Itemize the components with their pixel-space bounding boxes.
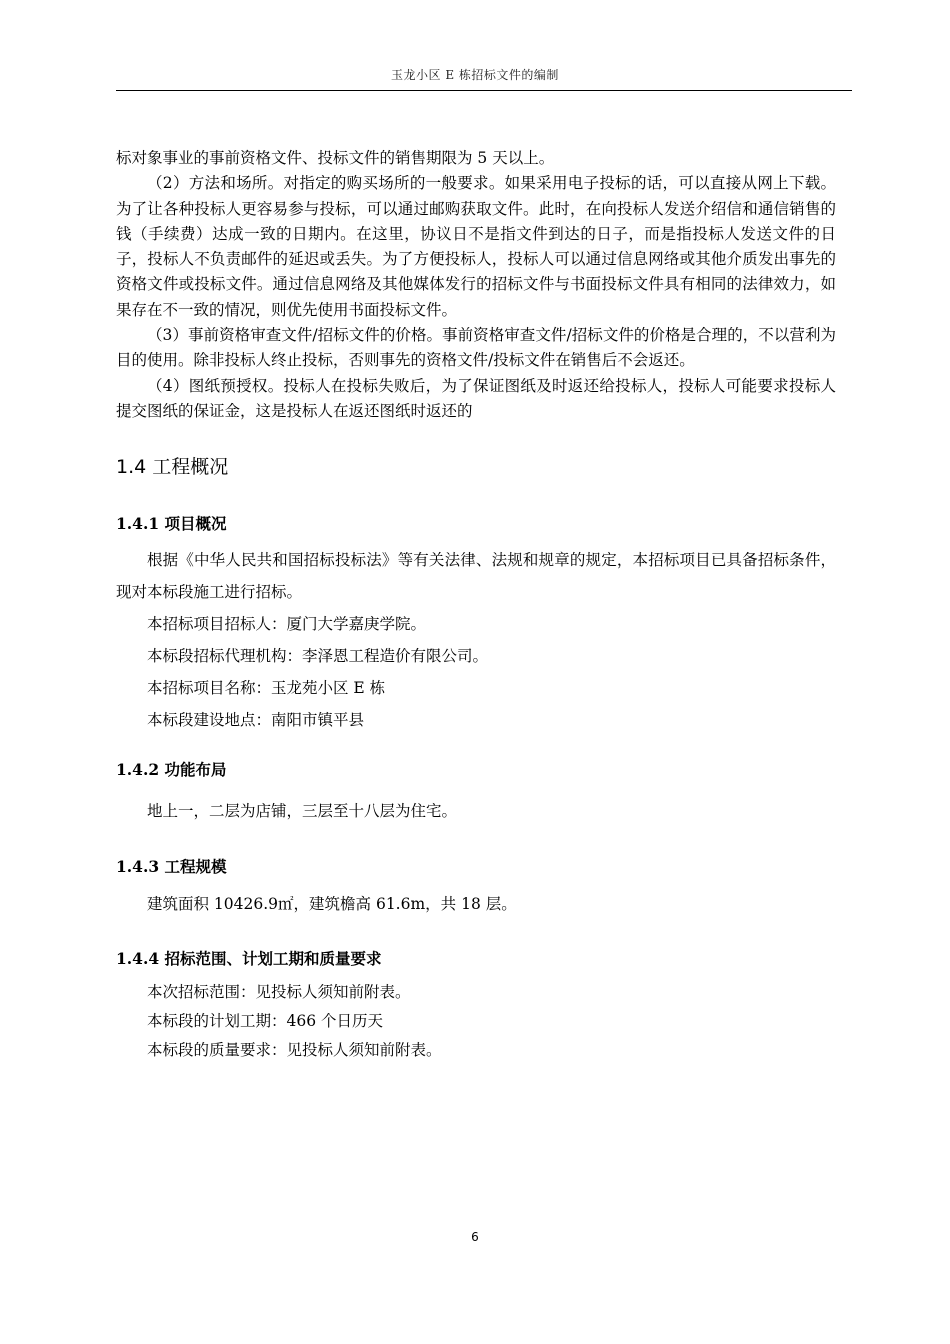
paragraph-construction-site: 本标段建设地点：南阳市镇平县 xyxy=(147,711,365,730)
intro-paragraph-method-and-place: （2）方法和场所。对指定的购买场所的一般要求。如果采用电子投标的话，可以直接从网上下载。为了让各种投标人更容易参与投标，可以通过邮购获取文件。此时，在向投标人发送介绍信和通信销售的钱（手续费）达成一致的日期内。在这里，协议日不是指文件到达的日子，而是指投标人发送文件的日子，投标人不负责邮件的延迟或丢失。为了方便投标人，投标人可以通过信息网络或其他介质发出事先的资格文件或投标文件。通过信息网络及其他媒体发行的招标文件与书面投标文件具有相同的法律效力，如果存在不一致的情况，则优先使用书面投标文件。 xyxy=(116,174,836,319)
document-body xyxy=(116,146,836,1065)
section-heading-project-overview: 1.4 工程概况 xyxy=(116,456,229,479)
paragraph-project-name: 本招标项目名称：玉龙苑小区 E 栋 xyxy=(147,679,386,698)
paragraph-agency: 本标段招标代理机构：李泽恩工程造价有限公司。 xyxy=(147,647,489,666)
header-rule xyxy=(116,90,852,91)
paragraph-quality-requirement: 本标段的质量要求：见投标人须知前附表。 xyxy=(147,1041,442,1060)
running-header: 玉龙小区 E 栋招标文件的编制 xyxy=(391,68,559,82)
subsection-heading-scope-schedule-quality: 1.4.4 招标范围、计划工期和质量要求 xyxy=(116,949,382,969)
paragraph-tenderer: 本招标项目招标人：厦门大学嘉庚学院。 xyxy=(147,615,427,634)
paragraph-building-area: 建筑面积 10426.9㎡，建筑檐高 61.6m，共 18 层。 xyxy=(147,895,517,914)
paragraph-planned-duration: 本标段的计划工期：466 个日历天 xyxy=(147,1012,384,1031)
paragraph-floor-usage: 地上一，二层为店铺，三层至十八层为住宅。 xyxy=(147,802,458,821)
intro-paragraph-document-price: （3）事前资格审查文件/招标文件的价格。事前资格审查文件/招标文件的价格是合理的，不以营利为目的使用。除非投标人终止投标，否则事先的资格文件/投标文件在销售后不会返还。 xyxy=(116,326,836,370)
subsection-heading-function-layout: 1.4.2 功能布局 xyxy=(116,760,227,780)
paragraph-legal-basis: 根据《中华人民共和国招标投标法》等有关法律、法规和规章的规定，本招标项目已具备招标条件，现对本标段施工进行招标。 xyxy=(116,551,836,602)
intro-paragraph-continuation: 标对象事业的事前资格文件、投标文件的销售期限为 5 天以上。 xyxy=(116,149,555,167)
subsection-heading-project-summary: 1.4.1 项目概况 xyxy=(116,514,227,534)
page-number: 6 xyxy=(471,1230,479,1244)
subsection-heading-project-scale: 1.4.3 工程规模 xyxy=(116,857,227,877)
intro-paragraph-drawing-deposit: （4）图纸预授权。投标人在投标失败后，为了保证图纸及时返还给投标人，投标人可能要求投标人提交图纸的保证金，这是投标人在返还图纸时返还的 xyxy=(116,376,836,420)
paragraph-tender-scope: 本次招标范围：见投标人须知前附表。 xyxy=(147,983,411,1002)
